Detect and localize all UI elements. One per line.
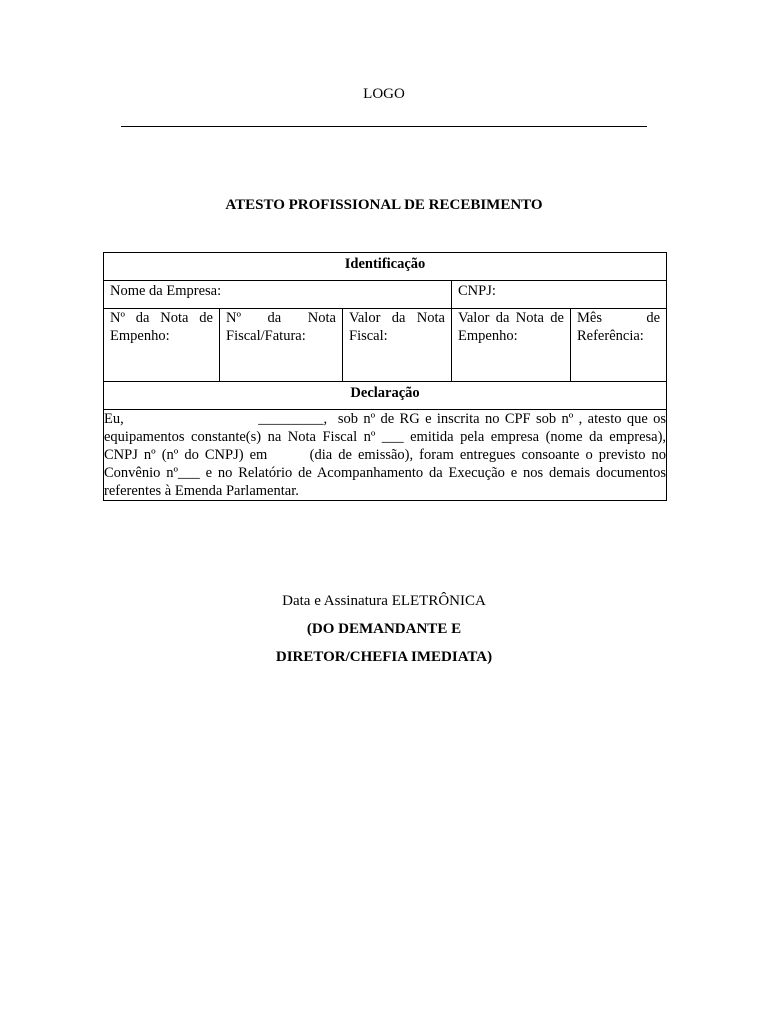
declaration-text-cell[interactable] [104, 410, 670, 501]
header-divider [121, 126, 647, 127]
signature-role-line-2: DIRETOR/CHEFIA IMEDIATA) [275, 649, 493, 665]
declaration-text: Eu, _________, sob nº de RG e inscrita no CPF sob nº , atesto que os equipamentos constante(s) na Nota Fiscal nº ___ emitida pela empresa (nome da empresa), CNPJ nº (nº do CNPJ) em (dia de emissão), foram entregues consoante o previsto no Convênio nº___ e no Relatório de Acompanhamento da Execução e nos demais documentos referentes à Emenda Parlamentar. [104, 411, 670, 499]
invoice-value-label: Valor da Nota Fiscal: [349, 310, 445, 344]
cnpj-label: CNPJ: [458, 283, 496, 299]
signature-line: Data e Assinatura ELETRÔNICA [282, 593, 486, 609]
invoice-value-field[interactable] [343, 309, 452, 382]
empenho-number-field[interactable] [104, 309, 220, 382]
logo-placeholder: LOGO [363, 86, 405, 102]
document-title: ATESTO PROFISSIONAL DE RECEBIMENTO [225, 197, 543, 213]
receipt-form-table [103, 252, 670, 501]
company-name-label: Nome da Empresa: [110, 283, 222, 299]
declaration-heading: Declaração [104, 382, 667, 410]
empenho-value-label: Valor da Nota de Empenho: [458, 310, 564, 344]
invoice-number-field[interactable] [220, 309, 343, 382]
company-name-field[interactable] [104, 281, 452, 309]
empenho-value-field[interactable] [452, 309, 571, 382]
identification-heading: Identificação [104, 253, 667, 281]
empenho-number-label: Nº da Nota de Empenho: [110, 310, 213, 344]
signature-role-line-1: (DO DEMANDANTE E [306, 621, 462, 637]
invoice-number-label: Nº da Nota Fiscal/Fatura: [226, 310, 336, 344]
reference-month-label: Mês de Referência: [577, 310, 661, 344]
reference-month-field[interactable] [571, 309, 667, 382]
cnpj-field[interactable] [452, 281, 667, 309]
